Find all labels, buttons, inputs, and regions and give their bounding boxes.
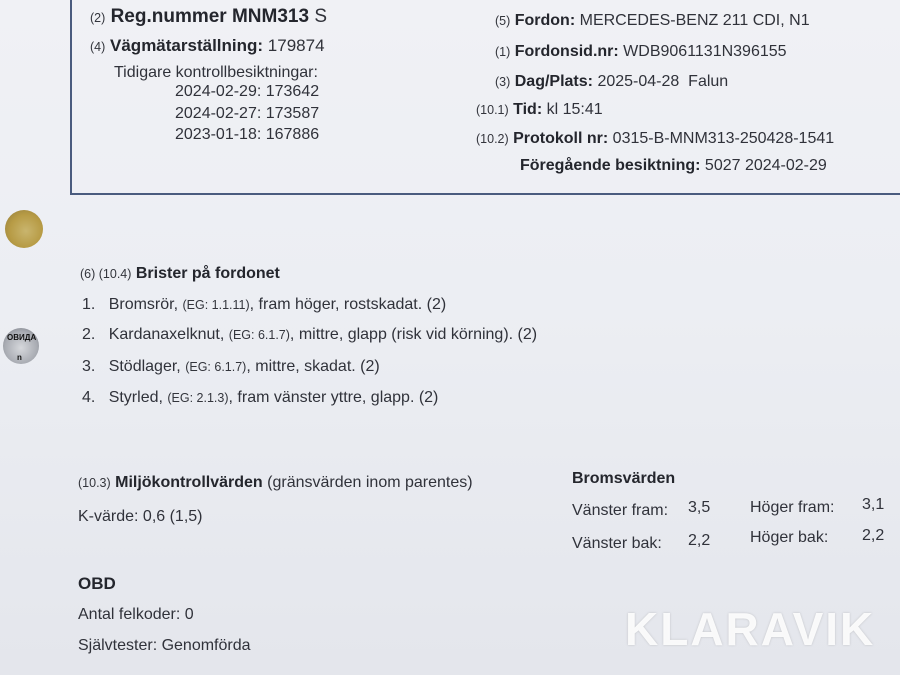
- defect-number: 3.: [82, 358, 96, 375]
- vin-row: [495, 43, 787, 61]
- previous-inspections-title: Tidigare kontrollbesiktningar:: [114, 64, 318, 81]
- sticker-text-1: ОВИДА: [7, 333, 37, 342]
- obd-title: OBD: [78, 574, 116, 593]
- odometer-row: [90, 36, 325, 56]
- reg-number-value: MNM313: [231, 6, 310, 27]
- vin-value: WDB9061131N396155: [623, 43, 787, 60]
- vehicle-label: Fordon:: [514, 12, 576, 29]
- previous-inspection-1: 2024-02-29: 173642: [175, 83, 320, 100]
- field-number: (10.2): [476, 132, 509, 146]
- previous-inspection-value: 5027 2024-02-29: [704, 157, 827, 174]
- protocol-row: [476, 130, 834, 148]
- brake-rear-left-label: Vänster bak:: [572, 535, 662, 552]
- defect-name: Bromsrör,: [108, 296, 179, 313]
- field-number: (4): [90, 40, 106, 54]
- defect-code: (EG: 6.1.7): [228, 328, 290, 342]
- previous-inspection-2: 2024-02-27: 173587: [175, 105, 320, 122]
- defect-item: [82, 326, 537, 344]
- obd-self-tests: Självtester: Genomförda: [78, 637, 251, 654]
- environment-heading: [78, 474, 473, 492]
- time-label: Tid:: [513, 101, 543, 118]
- brakes-title: Bromsvärden: [572, 470, 676, 487]
- defect-item: [82, 358, 380, 376]
- brake-front-right-label: Höger fram:: [750, 499, 835, 516]
- previous-inspection-row: [520, 157, 827, 175]
- field-number: (10.3): [78, 476, 111, 490]
- date-place-value: 2025-04-28 Falun: [597, 73, 729, 90]
- time-value: kl 15:41: [546, 101, 603, 118]
- reg-number-label: Reg.nummer: [110, 6, 227, 27]
- brake-front-left-value: 3,5: [688, 499, 711, 516]
- brake-rear-left-value: 2,2: [688, 532, 711, 549]
- defect-number: 4.: [82, 389, 96, 406]
- time-row: [476, 101, 603, 119]
- defect-number: 1.: [82, 296, 96, 313]
- vehicle-row: [495, 12, 810, 30]
- defect-name: Kardanaxelknut,: [108, 326, 225, 343]
- environment-subtitle: (gränsvärden inom parentes): [267, 474, 473, 491]
- defect-code: (EG: 2.1.3): [167, 391, 229, 405]
- previous-inspection-label: Föregående besiktning:: [520, 157, 701, 174]
- punch-hole-icon: [5, 210, 43, 248]
- defect-name: Stödlager,: [108, 358, 181, 375]
- defect-name: Styrled,: [108, 389, 163, 406]
- defects-heading: [80, 265, 280, 283]
- sticker-text-2: n: [17, 353, 22, 362]
- odometer-value: 179874: [267, 36, 325, 55]
- field-number: (6) (10.4): [80, 267, 132, 281]
- defect-item: [82, 389, 438, 407]
- date-place-row: [495, 73, 728, 91]
- defect-description: , fram vänster yttre, glapp. (2): [228, 389, 439, 406]
- odometer-label: Vägmätarställning:: [110, 36, 264, 55]
- field-number: (5): [495, 14, 511, 28]
- defects-title: Brister på fordonet: [135, 265, 280, 282]
- defect-description: , fram höger, rostskadat. (2): [249, 296, 447, 313]
- environment-title: Miljökontrollvärden: [115, 474, 263, 491]
- defect-description: , mittre, skadat. (2): [246, 358, 380, 375]
- protocol-label: Protokoll nr:: [513, 130, 609, 147]
- field-number: (2): [90, 11, 106, 25]
- field-number: (1): [495, 45, 511, 59]
- vin-label: Fordonsid.nr:: [514, 43, 619, 60]
- previous-inspection-3: 2023-01-18: 167886: [175, 126, 320, 143]
- date-place-label: Dag/Plats:: [514, 73, 593, 90]
- field-number: (10.1): [476, 103, 509, 117]
- klaravik-watermark-logo: KLARAVIK: [625, 603, 876, 655]
- punch-hole-sticker-icon: [3, 328, 39, 364]
- brake-rear-right-label: Höger bak:: [750, 529, 829, 546]
- defect-code: (EG: 6.1.7): [185, 360, 247, 374]
- reg-number-suffix: S: [314, 6, 328, 27]
- defect-number: 2.: [82, 326, 96, 343]
- defect-item: [82, 296, 446, 314]
- defect-code: (EG: 1.1.11): [182, 298, 250, 312]
- field-number: (3): [495, 75, 511, 89]
- brake-front-left-label: Vänster fram:: [572, 502, 669, 519]
- defect-description: , mittre, glapp (risk vid körning). (2): [289, 326, 538, 343]
- vehicle-value: MERCEDES-BENZ 211 CDI, N1: [579, 12, 810, 29]
- k-value: K-värde: 0,6 (1,5): [78, 508, 203, 525]
- brake-rear-right-value: 2,2: [862, 527, 885, 544]
- obd-fault-codes: Antal felkoder: 0: [78, 606, 194, 623]
- brake-front-right-value: 3,1: [862, 496, 885, 513]
- reg-number-row: [90, 6, 327, 28]
- protocol-value: 0315-B-MNM313-250428-1541: [612, 130, 835, 147]
